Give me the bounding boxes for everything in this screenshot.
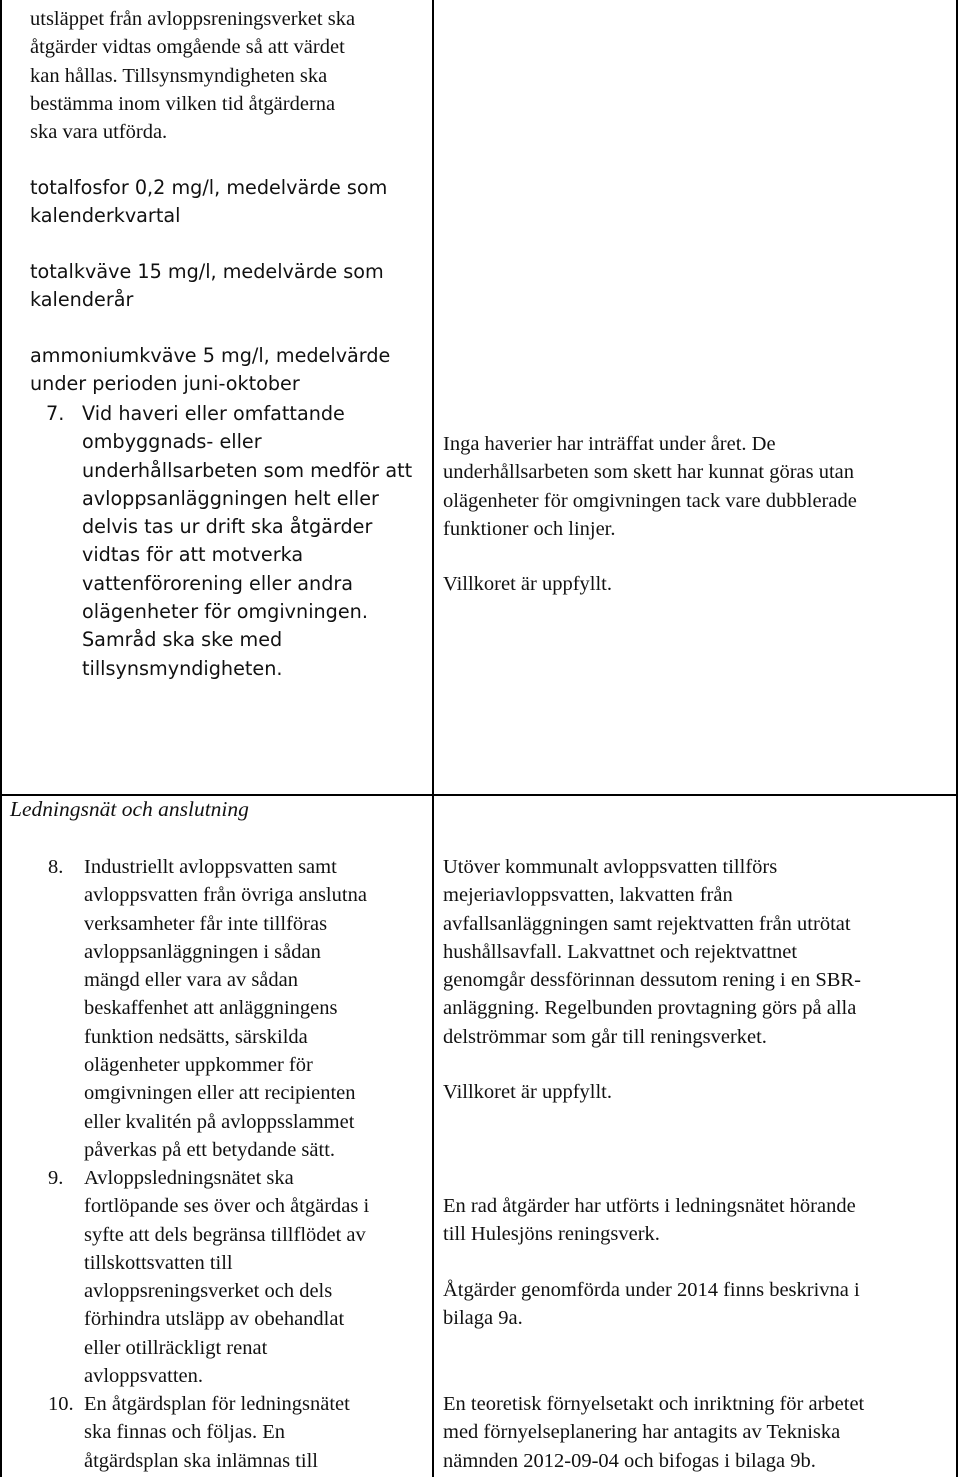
item-number: 7. — [46, 402, 65, 425]
item-number: 9. — [48, 1167, 64, 1189]
ammoniumkvave-limit: ammoniumkväve 5 mg/l, medelvärde under perioden juni-oktober — [30, 344, 391, 396]
status-item-8: Villkoret är uppfyllt. — [443, 1081, 612, 1103]
table-border-middle — [432, 0, 434, 1477]
table-border-left — [0, 0, 2, 1477]
response-item-10: En teoretisk förnyelsetakt och inriktning för arbetet med förnyelseplanering har antagits av Tekniska nämnden 2012-09-04 och bifogas i bilaga 9b. — [443, 1393, 865, 1472]
section-heading: Ledningsnät och anslutning — [10, 797, 249, 821]
totalkvave-limit: totalkväve 15 mg/l, medelvärde som kalenderår — [30, 260, 384, 312]
totalfosfor-limit: totalfosfor 0,2 mg/l, medelvärde som kalenderkvartal — [30, 176, 388, 228]
response-item-7: Inga haverier har inträffat under året. De underhållsarbeten som skett har kunnat göras utan olägenheter för omgivningen tack vare dubblerade funktioner och linjer. — [443, 433, 857, 540]
intro-paragraph: utsläppet från avloppsreningsverket ska åtgärder vidtas omgående så att värdet kan hållas. Tillsynsmyndigheten ska bestämma inom vilken tid åtgärderna ska vara utförda. — [30, 8, 356, 144]
response-item-8: Utöver kommunalt avloppsvatten tillförs mejeriavloppsvatten, lakvatten från avfallsanläggningen samt rejektvatten från utrötat hushållsavfall. Lakvattnet och rejektvattnet genomgår dessförinnan dessutom rening i en SBR- anläggning. Regelbunden provtagning görs på alla delströmmar som går till reningsverket. — [443, 856, 861, 1048]
item-number: 8. — [48, 856, 64, 878]
response-item-9: En rad åtgärder har utförts i ledningsnätet hörande till Hulesjöns reningsverk. — [443, 1195, 856, 1246]
response-item-9-actions: Åtgärder genomförda under 2014 finns beskrivna i bilaga 9a. — [443, 1279, 860, 1330]
table-border-right — [956, 0, 958, 1477]
item-number: 10. — [48, 1393, 74, 1415]
status-item-7: Villkoret är uppfyllt. — [443, 573, 612, 595]
